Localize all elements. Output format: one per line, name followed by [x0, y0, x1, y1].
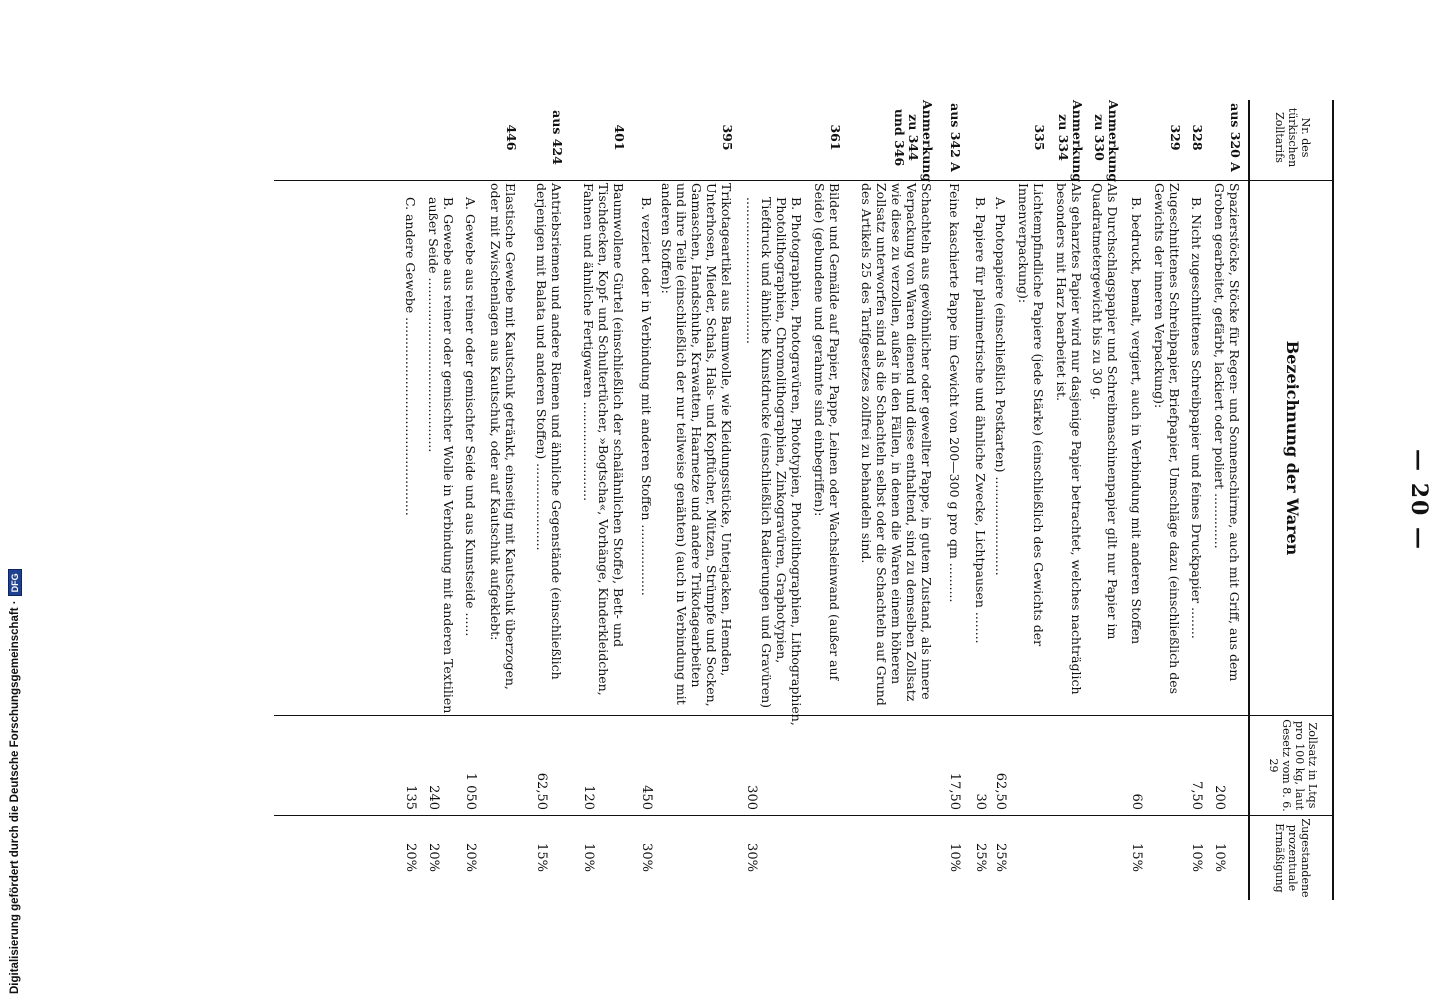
tariff-table: [134, 100, 1334, 900]
duty-rate: 300: [744, 785, 759, 810]
goods-description: Feine kaschierte Pappe im Gewicht von 200—300 g pro qm ..........: [947, 183, 962, 603]
tariff-number: aus 342 A: [948, 103, 963, 172]
reduction-rate: 15%: [1129, 843, 1144, 872]
header-nr: Nr. des türkischen Zolltarifs: [1273, 107, 1313, 168]
goods-description: B. Gewebe aus reiner oder gemischter Wolle in Verbindung mit anderen Textilien außer Seide ............................................: [426, 197, 456, 714]
reduction-rate: 25%: [993, 843, 1008, 872]
goods-description: Spazierstöcke, Stöcke für Regen- und Sonnenschirme, auch mit Griff, aus dem Groben gearbeitet, gefärbt, lackiert oder poliert ..............: [1212, 183, 1242, 682]
goods-description: Baumwollene Gürtel (einschließlich der schalähnlichen Stoffe), Bett- und Tischdecken, Kopf- und Schultertücher, »Bogtscha«, Vorhänge, Kinderkleidchen, Fahnen und ähnliche Fertigwaren .........................: [581, 183, 626, 696]
column-rule: [274, 815, 1334, 816]
duty-rate: 120: [581, 785, 596, 810]
goods-description: A. Gewebe aus reiner oder gemischter Seide und aus Kunstseide ......: [463, 197, 478, 637]
tariff-number: Anmerkung zu 334: [1056, 100, 1085, 183]
tariff-number: Anmerkung zu 344 und 346: [892, 100, 935, 183]
goods-description: B. Photographien, Photogravüren, Phototypien, Photolithographien, Lithographien, Photolithographien, Chromolithographien, Zinkogravüren, Graphotypien, Tiefdruck und ähnliche Kunstdrucke (einschließlich Radierungen und Gravüren) .....................................: [744, 197, 804, 726]
header-duty: Zollsatz in Ltqs pro 100 kg, laut Gesetz vom 8. 6. 29: [1267, 719, 1319, 812]
goods-description: Antriebsriemen und andere Riemen und ähnliche Gegenstände (einschließlich derjenigen mit Balata und anderen Stoffen) ......................: [534, 183, 564, 680]
tariff-number: aus 424: [550, 110, 565, 165]
tariff-number: 446: [504, 124, 519, 151]
goods-description: Zugeschnittenes Schreibpapier, Briefpapier, Umschläge dazu (einschließlich des Gewichts der inneren Verpackung):: [1152, 183, 1182, 695]
reduction-rate: 15%: [534, 843, 549, 872]
credit-text: Digitalisierung gefördert durch die Deutsche Forschungsgemeinschaft ·: [9, 600, 21, 994]
duty-rate: 7,50: [1189, 781, 1204, 810]
goods-description: C. andere Gewebe ..................................................: [403, 197, 418, 516]
header-rule: [1248, 100, 1250, 900]
digitization-credit: [6, 573, 24, 994]
duty-rate: 62,50: [534, 772, 549, 810]
tariff-number: aus 320 A: [1228, 103, 1243, 172]
reduction-rate: 10%: [1189, 843, 1204, 872]
goods-description: B. Nicht zugeschnittenes Schreibpapier und feines Druckpapier ........: [1189, 197, 1204, 639]
reduction-rate: 20%: [463, 843, 478, 872]
duty-rate: 200: [1212, 785, 1227, 810]
duty-rate: 60: [1129, 793, 1144, 810]
reduction-rate: 25%: [973, 843, 988, 872]
column-rule: [274, 180, 1334, 181]
header-reduction: Zugestandene prozentuale Ermäßigung: [1273, 818, 1313, 898]
duty-rate: 30: [973, 793, 988, 810]
reduction-rate: 30%: [744, 843, 759, 872]
dfg-logo: DFG: [8, 569, 22, 596]
reduction-rate: 20%: [426, 843, 441, 872]
goods-description: Bilder und Gemälde auf Papier, Pappe, Leinen oder Wachsleinwand (außer auf Seide) (gebundene und gerahmte sind einbegriffen):: [812, 183, 842, 681]
goods-description: Elastische Gewebe mit Kautschuk getränkt, einseitig mit Kautschuk überzogen, oder mit Zwischenlagen aus Kautschuk, oder auf Kautschuk aufgeklebt:: [488, 183, 518, 690]
goods-description: B. Papiere für planimetrische und ähnliche Zwecke, Lichtpausen ........: [973, 197, 988, 644]
duty-rate: 1 050: [463, 772, 478, 810]
table-top-rule: [1332, 100, 1334, 900]
goods-description: Als geharztes Papier wird nur dasjenige Papier betrachtet, welches nachträglich besonders mit Harz bearbeitet ist.: [1054, 183, 1084, 695]
tariff-number: Anmerkung zu 330: [1092, 100, 1121, 183]
goods-description: B. bedruckt, bemalt, vergiert, auch in Verbindung mit anderen Stoffen: [1129, 197, 1144, 645]
goods-description: Trikotageartikel aus Baumwolle, wie Kleidungsstücke, Unterjacken, Hemden, Unterhosen, Mieder, Schals, Hals- und Kopftücher, Mützen, Strümpfe und Socken, Gamaschen, Handschuhe, Krawatten, Haarnetze und andere Trikotagearbeiten und ihre Teile (einschließlich der nur teilweise genähten) (auch in Verbindung mit anderen Stoffen):: [659, 183, 734, 707]
tariff-number: 329: [1168, 124, 1183, 151]
duty-rate: 17,50: [947, 772, 962, 810]
tariff-number: 328: [1190, 124, 1205, 151]
tariff-number: 395: [720, 124, 735, 151]
tariff-number: 335: [1032, 124, 1047, 151]
duty-rate: 62,50: [993, 772, 1008, 810]
goods-description: Lichtempfindliche Papiere (jede Stärke) (einschließlich des Gewichts der Innenverpackung):: [1016, 183, 1046, 647]
reduction-rate: 30%: [639, 843, 654, 872]
reduction-rate: 20%: [403, 843, 418, 872]
header-goods: Bezeichnung der Waren: [1283, 340, 1303, 556]
goods-description: Als Durchschlagspapier und Schreibmaschinenpapier gilt nur Papier im Quadratmetergewicht bis zu 30 g.: [1090, 183, 1120, 640]
reduction-rate: 10%: [581, 843, 596, 872]
goods-description: Schachteln aus gewöhnlicher oder gewellter Pappe, in gutem Zustand, als innere Verpackung von Waren dienend und diese enthaltend, sind zu demselben Zollsatz wie diese zu verzollen, außer in den Fällen, in denen die Waren einem höheren Zollsatz unterworfen sind als die Schachteln selbst oder die Schachteln auf Grund des Artikels 25 des Tarifgesetzes zollfrei zu behandeln sind.: [859, 183, 934, 706]
goods-description: A. Photopapiere (einschließlich Postkarten) .........................: [993, 197, 1008, 576]
duty-rate: 450: [639, 785, 654, 810]
tariff-number: 401: [612, 124, 627, 151]
reduction-rate: 10%: [1212, 843, 1227, 872]
goods-description: B. verziert oder in Verbindung mit anderen Stoffen ..................: [639, 197, 654, 596]
reduction-rate: 10%: [947, 843, 962, 872]
duty-rate: 135: [403, 785, 418, 810]
page-number: — 20 —: [1406, 449, 1432, 551]
tariff-number: 361: [828, 124, 843, 151]
duty-rate: 240: [426, 785, 441, 810]
